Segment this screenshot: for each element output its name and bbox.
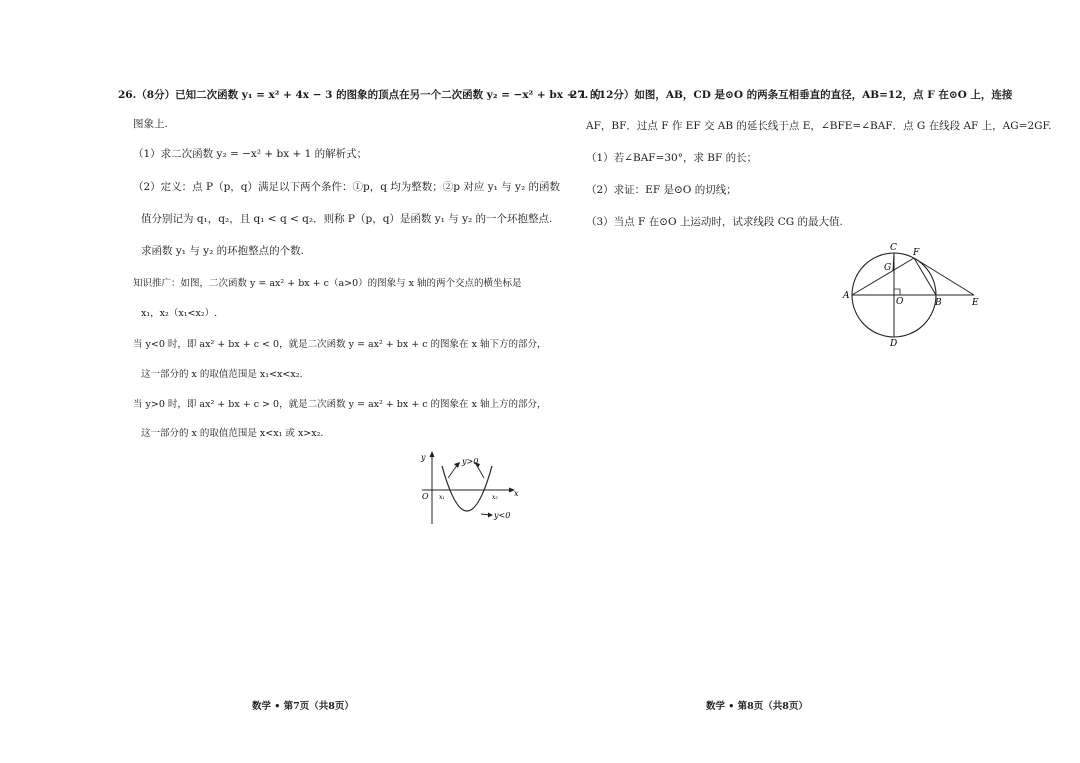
label-o: O (896, 297, 904, 307)
q27-part1: （1）若∠BAF=30°，求 BF 的长； (586, 152, 758, 164)
knowledge-line4: 这一部分的 x 的取值范围是 x₁<x<x₂. (141, 369, 303, 380)
label-b: B (935, 298, 942, 308)
line-ef (914, 258, 974, 295)
x-label: x (514, 489, 519, 498)
q26-part2-line3: 求函数 y₁ 与 y₂ 的环抱整点的个数. (141, 245, 304, 257)
q26-part2-line1: （2）定义：点 P（p，q）满足以下两个条件：①p，q 均为整数；②p 对应 y₁ 与 y₂ 的函数 (133, 181, 560, 193)
knowledge-line1: 知识推广：如图，二次函数 y = ax² + bx + c（a>0）的图象与 x 轴的两个交点的横坐标是 (133, 278, 522, 289)
knowledge-line3: 当 y<0 时，即 ax² + bx + c < 0，就是二次函数 y = ax² + bx + c 的图象在 x 轴下方的部分， (133, 339, 547, 350)
parabola-figure (418, 448, 523, 526)
y-axis-arrow (430, 451, 435, 457)
label-c: C (890, 243, 897, 253)
knowledge-line2: x₁，x₂（x₁<x₂）. (141, 308, 218, 319)
q27-part3: （3）当点 F 在⊙O 上运动时，试求线段 CG 的最大值. (586, 216, 843, 228)
x2-label: x₂ (492, 494, 498, 501)
q26-part2-line2: 值分别记为 q₁，q₂，且 q₁ < q < q₂．则称 P（p，q）是函数 y₁ 与 y₂ 的一个环抱整点. (141, 213, 553, 225)
origin-label: O (422, 492, 429, 501)
x1-label: x₁ (439, 494, 445, 501)
label-d: D (890, 339, 898, 349)
q27-line1: 27.（12分）如图，AB，CD 是⊙O 的两条互相垂直的直径，AB=12，点 F 在⊙O 上，连接 (570, 89, 1013, 101)
line-af (852, 258, 914, 295)
label-e: E (972, 298, 979, 308)
circle-figure (842, 240, 987, 350)
right-page (540, 0, 1080, 763)
q26-part1: （1）求二次函数 y₂ = −x² + bx + 1 的解析式； (133, 148, 368, 160)
y-label: y (421, 453, 426, 462)
right-angle-mark (894, 289, 900, 295)
label-f: F (913, 248, 920, 258)
parabola-curve (442, 466, 492, 511)
q26-line1: 26.（8分）已知二次函数 y₁ = x² + 4x − 3 的图象的顶点在另一个二次函数 y₂ = −x² + bx + 1 的 (118, 89, 601, 101)
q27-part2: （2）求证：EF 是⊙O 的切线； (586, 184, 737, 196)
above-label: y>0 (462, 457, 479, 466)
knowledge-line6: 这一部分的 x 的取值范围是 x<x₁ 或 x>x₂. (141, 428, 324, 439)
label-g: G (884, 263, 892, 273)
right-footer: 数学 • 第8页（共8页） (706, 701, 808, 712)
label-a: A (843, 291, 850, 301)
left-footer: 数学 • 第7页（共8页） (252, 701, 354, 712)
below-label: y<0 (494, 511, 511, 520)
knowledge-line5: 当 y>0 时，即 ax² + bx + c > 0，就是二次函数 y = ax² + bx + c 的图象在 x 轴上方的部分， (133, 399, 547, 410)
q26-line2: 图象上. (133, 118, 168, 130)
q27-line2: AF，BF．过点 F 作 EF 交 AB 的延长线于点 E，∠BFE=∠BAF．点 G 在线段 AF 上，AG=2GF. (586, 120, 1052, 132)
line-bf (914, 258, 936, 295)
